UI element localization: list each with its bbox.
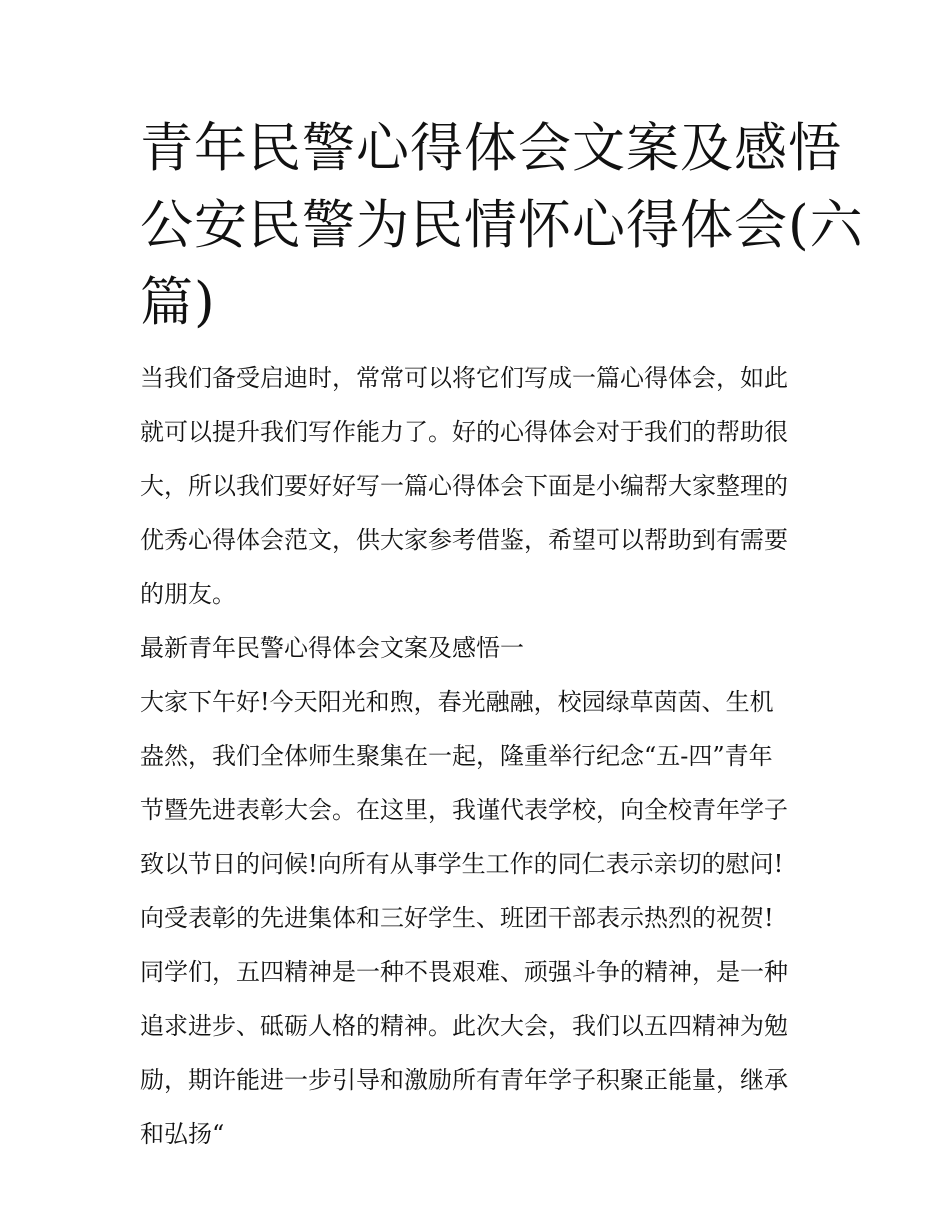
section-heading: 最新青年民警心得体会文案及感悟一: [140, 634, 524, 662]
title-line: 篇): [140, 272, 216, 333]
speech-line: 向受表彰的先进集体和三好学生、班团干部表示热烈的祝贺!: [140, 904, 774, 932]
speech-line: 同学们，五四精神是一种不畏艰难、顽强斗争的精神，是一种: [140, 958, 788, 986]
speech-line: 励，期许能进一步引导和激励所有青年学子积聚正能量，继承: [140, 1066, 788, 1094]
speech-line: 节暨先进表彰大会。在这里，我谨代表学校，向全校青年学子: [140, 796, 788, 824]
title-line: 青年民警心得体会文案及感悟: [140, 118, 842, 179]
intro-line: 就可以提升我们写作能力了。好的心得体会对于我们的帮助很: [140, 418, 788, 446]
page-title: [140, 110, 864, 341]
title-line: 公安民警为民情怀心得体会(六: [140, 195, 864, 256]
speech-line: 和弘扬“: [140, 1120, 225, 1148]
intro-line: 优秀心得体会范文，供大家参考借鉴，希望可以帮助到有需要: [140, 526, 788, 554]
speech-line: 追求进步、砥砺人格的精神。此次大会，我们以五四精神为勉: [140, 1012, 788, 1040]
document-body: [140, 351, 820, 1161]
intro-line: 大，所以我们要好好写一篇心得体会下面是小编帮大家整理的: [140, 472, 788, 500]
intro-line: 当我们备受启迪时，常常可以将它们写成一篇心得体会，如此: [140, 364, 788, 392]
speech-line: 大家下午好!今天阳光和煦，春光融融，校园绿草茵茵、生机: [140, 688, 774, 716]
speech-line: 盎然，我们全体师生聚集在一起，隆重举行纪念“五-四”青年: [140, 742, 773, 770]
intro-line: 的朋友。: [140, 580, 236, 608]
speech-line: 致以节日的问候!向所有从事学生工作的同仁表示亲切的慰问!: [140, 850, 784, 878]
